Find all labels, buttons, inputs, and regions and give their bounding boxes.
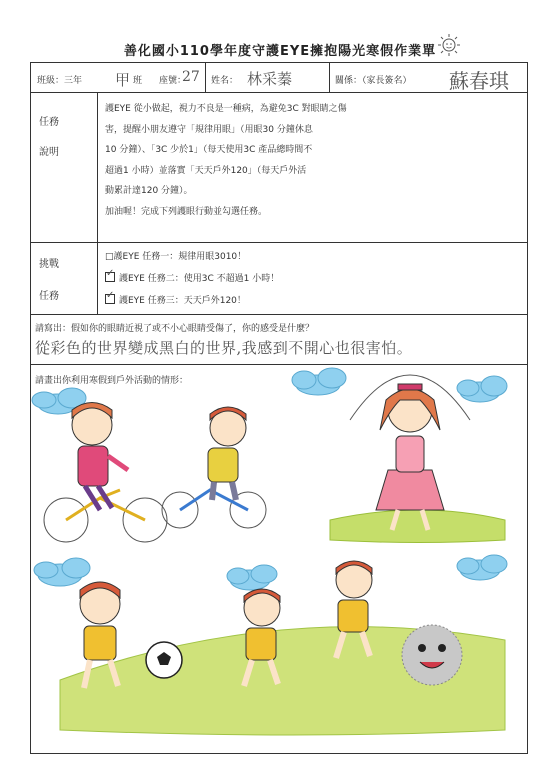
task-line: 10 分鐘）、「3C 少於1」（每天使用3C 產品總時間不	[105, 145, 313, 155]
seat-value: 27	[182, 69, 200, 85]
boy-cycling	[162, 407, 266, 528]
class-suffix: 班	[133, 76, 143, 86]
task-line: 護EYE 從小做起，視力不良是一種病，為避免3C 對眼睛之傷	[105, 104, 347, 114]
task-label-top: 任務	[39, 117, 59, 128]
cloud-icon	[457, 555, 507, 580]
task-line: 動累計達120 分鐘）。	[105, 186, 193, 196]
grade-label: 班級：三年	[37, 76, 83, 86]
task-2-checkbox[interactable]: ✓	[105, 272, 115, 282]
name-label: 姓名：	[211, 76, 239, 86]
task-line: 加油喔！完成下列護眼行動並勾選任務。	[105, 206, 268, 217]
task-line: 超過1 小時）並落實「天天戶外120」（每天戶外活	[105, 165, 307, 176]
cloud-icon	[34, 558, 90, 586]
cloud-icon	[292, 368, 346, 395]
task-3-checkbox[interactable]: ✓	[105, 294, 115, 304]
challenge-task-1-text: □護EYE 任務一：規律用眼3010！	[105, 252, 247, 262]
challenge-task-2-text: 護EYE 任務二：使用3C 不超過1 小時！	[119, 274, 280, 284]
soccer-ball-icon	[146, 642, 182, 678]
drawing-prompt: 請畫出你利用寒假到戶外活動的情形：	[35, 376, 189, 386]
parent-signature-label: 關係：（家長簽名）	[335, 76, 412, 86]
girl-jumping-rope	[350, 375, 470, 530]
parent-signature: 蘇春琪	[449, 69, 509, 93]
reflection-answer: 從彩色的世界變成黑白的世界,我感到不開心也很害怕。	[35, 339, 413, 357]
challenge-task-3-text: 護EYE 任務三：天天戶外120！	[119, 296, 246, 306]
reflection-prompt: 請寫出：假如你的眼睛近視了或不小心眼睛受傷了，你的感受是什麼？	[35, 324, 315, 334]
grass-patch	[330, 510, 505, 543]
task-line: 害，提醒小朋友遵守「規律用眼」（用眼30 分鐘休息	[105, 124, 313, 135]
virus-character	[402, 625, 462, 685]
task-label-bottom: 說明	[39, 147, 59, 158]
girl-cycling	[44, 403, 167, 543]
cloud-icon	[227, 565, 277, 590]
cloud-icon	[457, 376, 507, 402]
seat-label: 座號：	[159, 76, 187, 86]
challenge-label-top: 挑戰	[39, 259, 59, 270]
student-name: 林采蓁	[247, 70, 293, 88]
worksheet-title: 善化國小110學年度守護EYE擁抱陽光寒假作業單	[123, 44, 437, 59]
challenge-label-bottom: 任務	[39, 291, 59, 302]
class-value: 甲	[115, 71, 131, 89]
